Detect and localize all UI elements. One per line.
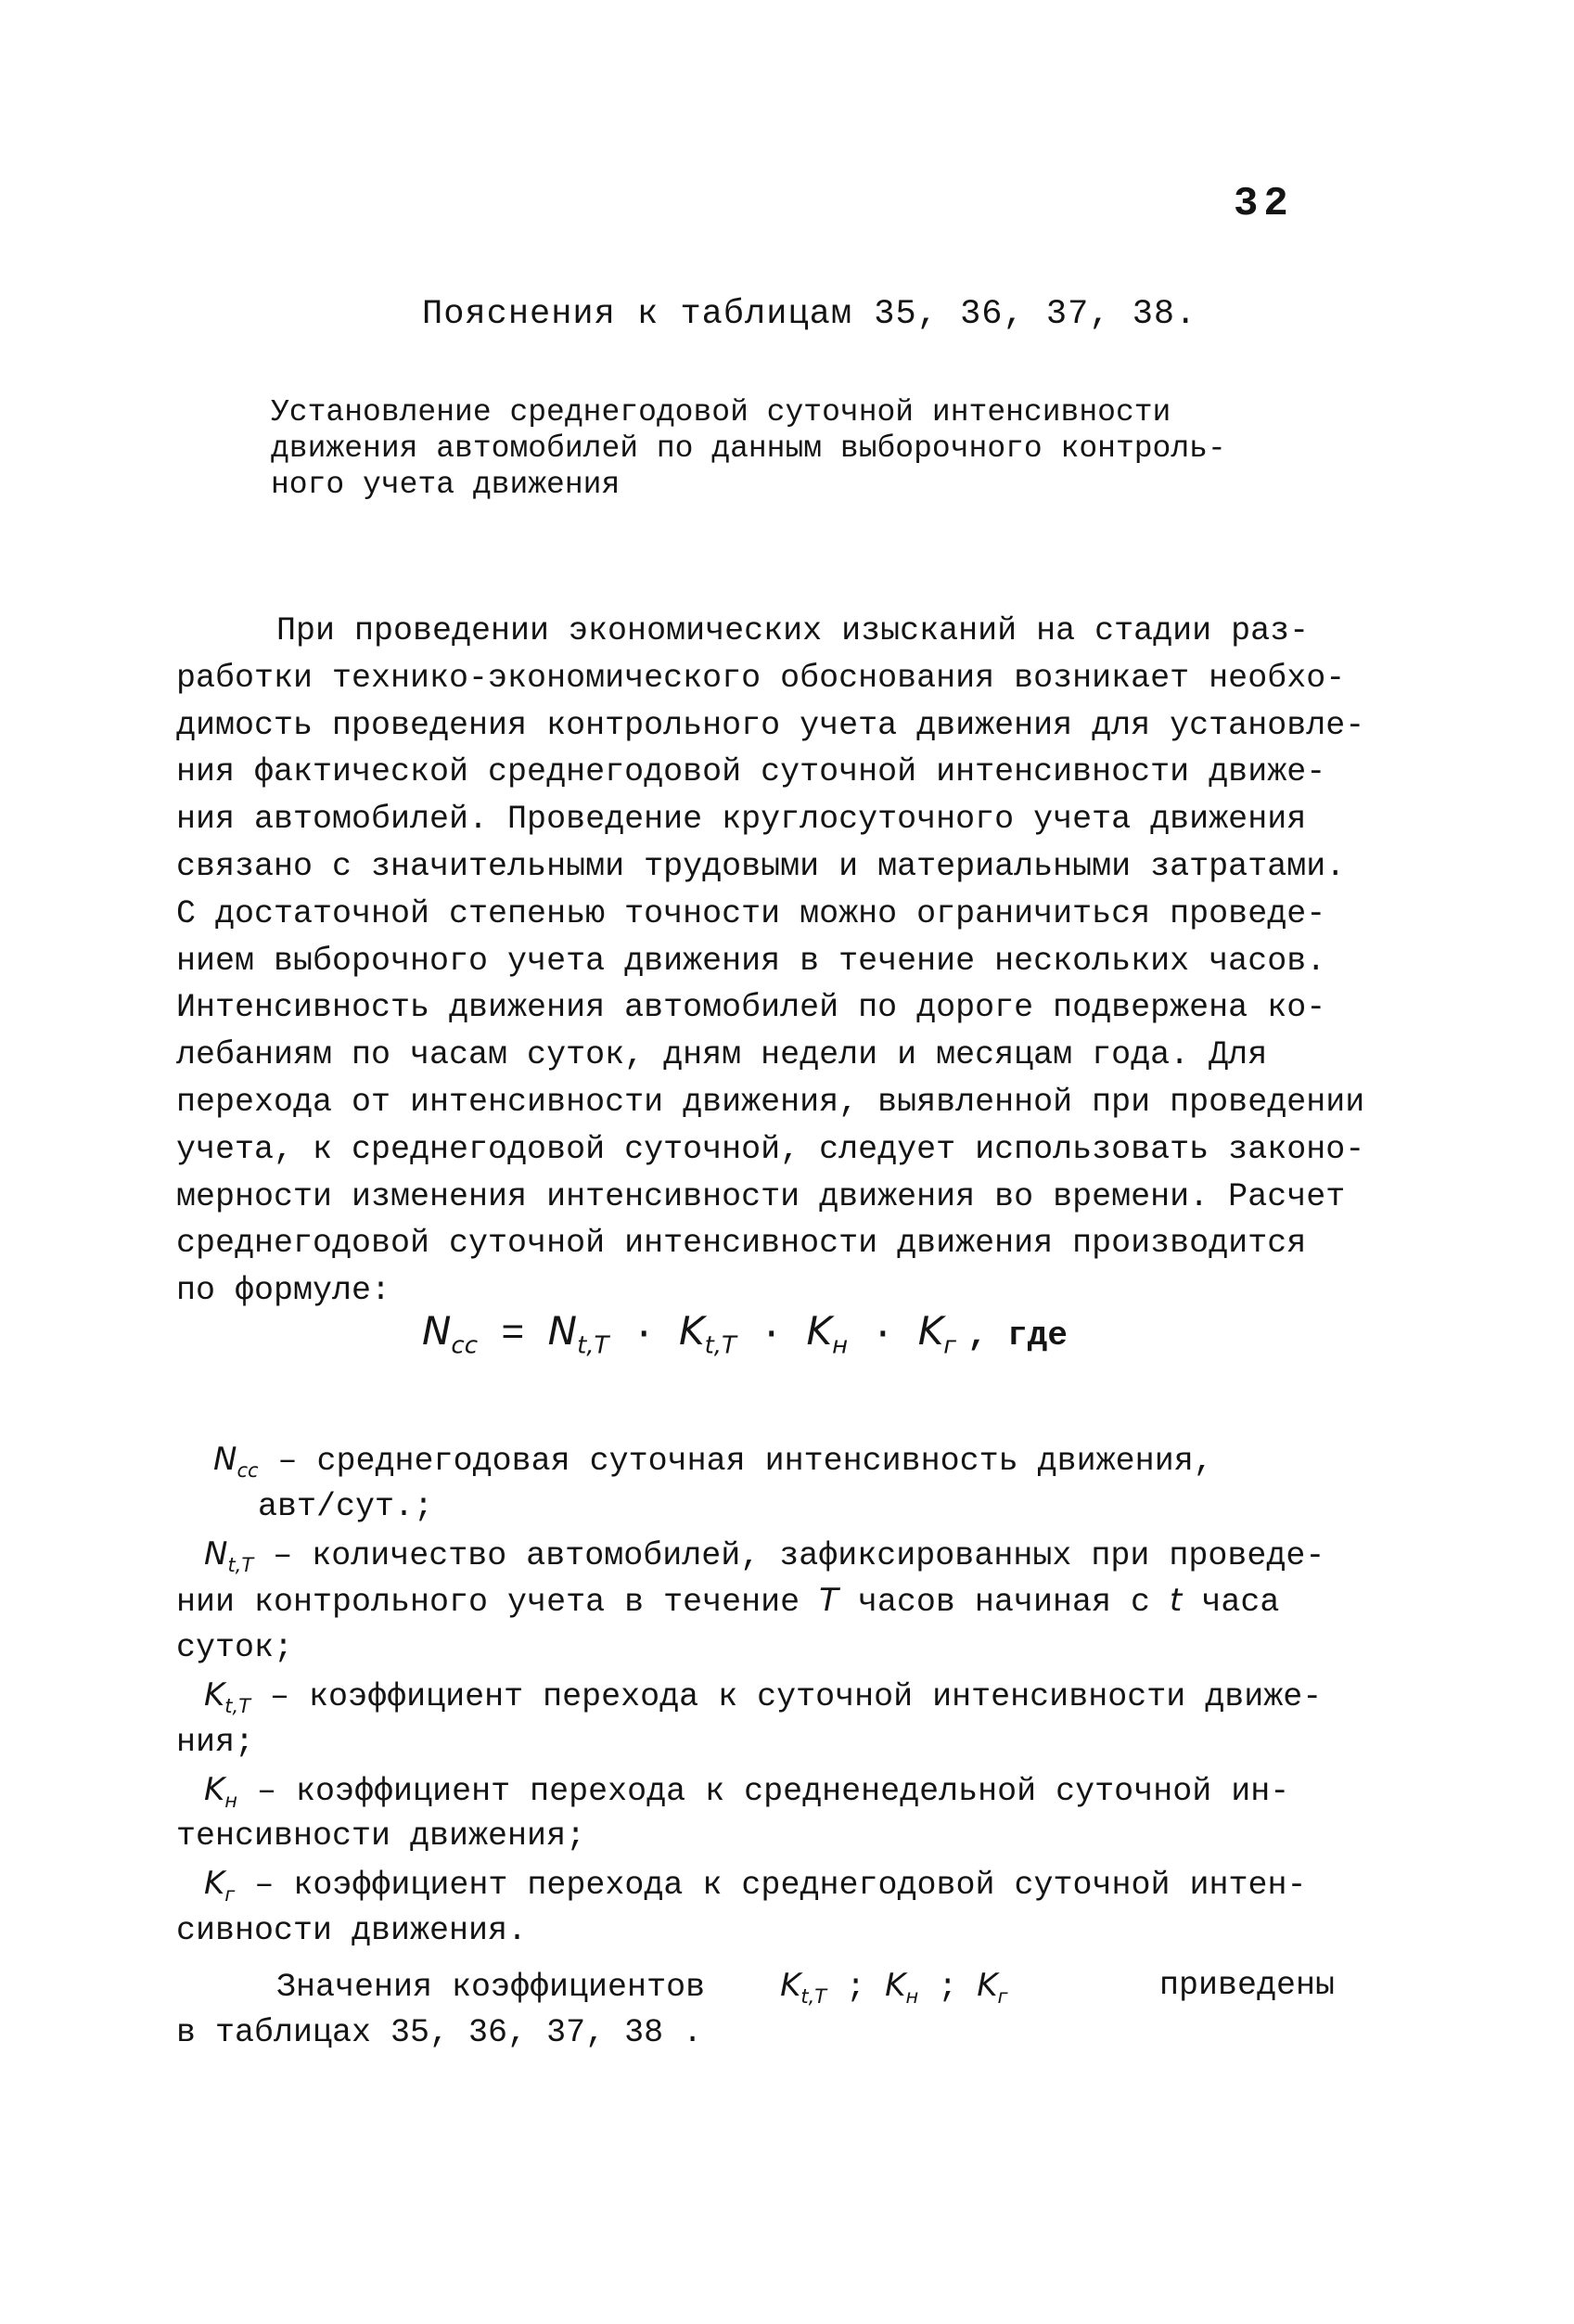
paragraph-line: связано с значительными трудовыми и материальными затратами. — [176, 847, 1346, 885]
definition-text: нии контрольного учета в течение T часов начиная с t часа — [176, 1577, 1324, 1624]
formula-kn — [806, 1308, 849, 1360]
note-line: в таблицах 35, 36, 37, 38 . — [176, 2013, 703, 2051]
formula-subscript: н — [832, 1331, 849, 1360]
formula-dot: · — [608, 1312, 680, 1356]
paragraph-line: ния фактической среднегодовой суточной интенсивности движе- — [176, 753, 1326, 791]
note-line: Значения коэффициентов $K_{t,T}$ ; $K_н$ ; $K_г$ приведены — [176, 1962, 1008, 2009]
formula-subscript: cc — [451, 1331, 479, 1360]
paragraph-line: лебаниям по часам суток, дням недели и месяцам года. Для — [176, 1036, 1268, 1074]
definition-text: сивности движения. — [176, 1911, 528, 1949]
definition-text: – среднегодовая суточная интенсивность движения, — [258, 1443, 1213, 1480]
subheading-line: движения автомобилей по данным выборочного контроль- — [271, 431, 1226, 466]
paragraph-line: мерности изменения интенсивности движения во времени. Расчет — [176, 1177, 1346, 1215]
symbol-ktt: $K_{t,T}$ — [780, 1967, 827, 2008]
body-paragraph — [176, 608, 1364, 1315]
formula-symbol: K — [917, 1308, 944, 1354]
formula-symbol: N — [422, 1308, 452, 1354]
symbol-ncc: $N_{cc}$ — [213, 1441, 259, 1482]
symbol-ktt: $K_{t,T}$ — [204, 1676, 251, 1717]
definition-kg — [176, 1860, 1324, 1907]
formula-symbol: N — [547, 1308, 578, 1354]
symbol-ntt: $N_{t,T}$ — [204, 1534, 254, 1576]
note-text: Значения коэффициентов — [276, 1969, 706, 2006]
definition-text: ния; — [176, 1723, 255, 1761]
definition-ncc — [176, 1436, 1324, 1483]
formula-where: , где — [966, 1316, 1068, 1355]
paragraph-line: по формуле: — [176, 1272, 391, 1310]
paragraph-line: среднегодовой суточной интенсивности движения производится — [176, 1225, 1307, 1263]
formula-equals: = — [478, 1312, 548, 1356]
definition-text: суток; — [176, 1629, 294, 1667]
symbol-kg: $K_г$ — [977, 1967, 1008, 2008]
paragraph-line: димость проведения контрольного учета движения для установле- — [176, 706, 1365, 744]
formula-n — [547, 1308, 609, 1360]
definition-ntt — [176, 1531, 1324, 1578]
formula-subscript: t,T — [577, 1331, 609, 1360]
paragraph-line: ния автомобилей. Проведение круглосуточного учета движения — [176, 801, 1307, 839]
formula-symbol: K — [679, 1308, 705, 1354]
paragraph-line: С достаточной степенью точности можно ограничиться проведе- — [176, 894, 1326, 932]
definition-text: – коэффициент перехода к суточной интенсивности движе- — [250, 1677, 1323, 1715]
subheading-line: ного учета движения — [271, 468, 621, 502]
paragraph-line: работки технико-экономического обоснования возникает необхо- — [176, 659, 1346, 697]
symbol-kn: $K_н$ — [204, 1770, 238, 1812]
paragraph-line: учета, к среднегодовой суточной, следует использовать законо- — [176, 1130, 1365, 1168]
definition-kn — [176, 1766, 1324, 1814]
definition-text: – коэффициент перехода к среднегодовой суточной интен- — [235, 1867, 1307, 1905]
formula-dot: · — [736, 1312, 807, 1356]
paragraph-line: нием выборочного учета движения в течение нескольких часов. — [176, 942, 1326, 980]
formula-subscript: t,T — [704, 1331, 736, 1360]
section-heading: Пояснения к таблицам 35, 36, 37, 38. — [422, 295, 1197, 334]
formula-k — [679, 1308, 736, 1360]
symbol-t: t — [1169, 1582, 1183, 1620]
definition-text: авт/сут.; — [258, 1487, 434, 1525]
note-text: приведены — [1159, 1967, 1336, 2004]
paragraph-line: При проведении экономических изысканий на стадии раз- — [276, 612, 1310, 649]
symbol-T: T — [819, 1582, 838, 1620]
paragraph-line: Интенсивность движения автомобилей по дороге подвержена ко- — [176, 989, 1326, 1027]
formula-symbol: K — [806, 1308, 833, 1354]
formula-kg — [917, 1308, 956, 1360]
coefficients-note — [176, 1962, 1336, 2057]
main-formula — [422, 1308, 1068, 1359]
formula-ncc — [422, 1308, 479, 1360]
formula-dot: · — [848, 1312, 918, 1356]
section-subheading — [271, 394, 1365, 503]
definitions-list — [176, 1436, 1324, 1955]
page-number: 32 — [1234, 181, 1294, 227]
definition-text: тенсивности движения; — [176, 1817, 586, 1855]
definition-text: – коэффициент перехода к средненедельной суточной ин- — [237, 1772, 1290, 1810]
symbol-kn: $K_н$ — [885, 1967, 919, 2008]
definition-ktt — [176, 1672, 1324, 1719]
subheading-line: Установление среднегодовой суточной интенсивности — [271, 395, 1171, 430]
paragraph-line: перехода от интенсивности движения, выявленной при проведении — [176, 1083, 1365, 1121]
definition-text: – количество автомобилей, зафиксированных при проведе- — [253, 1536, 1325, 1574]
symbol-kg: $K_г$ — [204, 1865, 236, 1906]
formula-subscript: г — [943, 1331, 956, 1360]
